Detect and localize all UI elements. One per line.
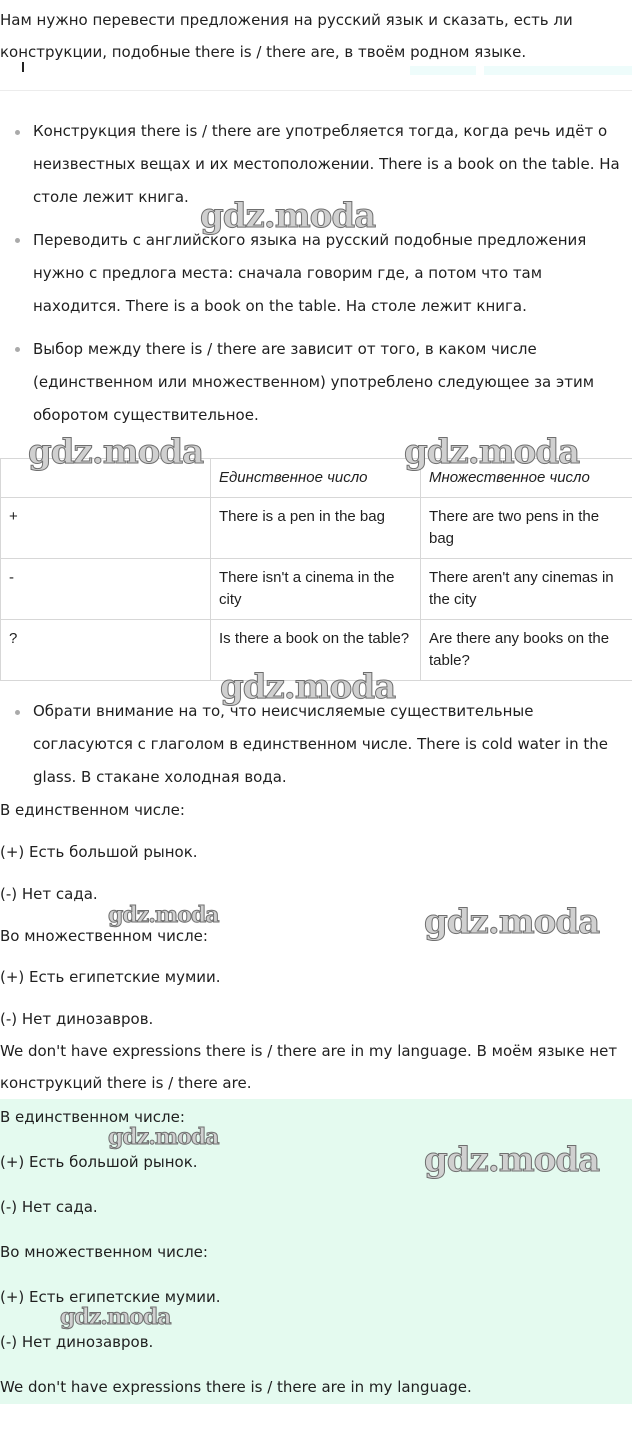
table-cell: There aren't any cinemas in the city [421,559,632,620]
answer-singular-positive: (+) Есть большой рынок. [0,843,198,861]
bullet-icon [15,130,20,135]
answer-singular-heading: В единственном числе: [0,801,185,819]
watermark: gdz.moda [424,902,600,942]
watermark: gdz.moda [108,902,219,928]
final-singular-negative: (-) Нет сада. [0,1198,98,1216]
divider [0,90,632,91]
highlight-strip [410,66,476,75]
rule-bullet: Переводить с английского языка на русский подобные предложения нужно с предлога места: сначала говорим где, а потом что там находится. There is a book on the table. На столе лежит книга. [33,231,587,315]
final-plural-positive: (+) Есть египетские мумии. [0,1288,221,1306]
table-cell: Is there a book on the table? [211,620,421,681]
rule-bullet: Конструкция there is / there are употребляется тогда, когда речь идёт о неизвестных вещах и их местоположении. There is a book on the table. На столе лежит книга. [33,122,620,206]
text-cursor [22,62,24,72]
table-header-cell: Множественное число [421,459,632,498]
answer-conclusion: We don't have expressions there is / there are in my language. В моём языке нет конструкций there is / there are. [0,1042,618,1092]
watermark: gdz.moda [200,196,376,236]
table-cell: Are there any books on the table? [421,620,632,681]
answer-plural-heading: Во множественном числе: [0,927,208,945]
watermark: gdz.moda [424,1140,600,1180]
table-cell: There is a pen in the bag [211,498,421,559]
task-intro: Нам нужно перевести предложения на русский язык и сказать, есть ли конструкции, подобные there is / there are, в твоём родном языке. [0,11,573,61]
bullet-icon [15,347,20,352]
table-cell: ? [1,620,211,681]
table-cell: + [1,498,211,559]
final-plural-negative: (-) Нет динозавров. [0,1333,154,1351]
final-plural-heading: Во множественном числе: [0,1243,208,1261]
final-conclusion: We don't have expressions there is / there are in my language. [0,1378,472,1396]
final-singular-heading: В единственном числе: [0,1108,185,1126]
table-cell: - [1,559,211,620]
bullet-icon [15,710,20,715]
bullet-icon [15,238,20,243]
table-cell: There are two pens in the bag [421,498,632,559]
watermark: gdz.moda [60,1304,171,1330]
answer-plural-positive: (+) Есть египетские мумии. [0,968,221,986]
table-cell: There isn't a cinema in the city [211,559,421,620]
table-row [1,559,632,620]
watermark: gdz.moda [404,432,580,472]
rule-bullet: Выбор между there is / there are зависит от того, в каком числе (единственном или множественном) употреблено следующее за этим оборотом существительное. [33,340,595,424]
grammar-table [0,458,632,681]
table-header-cell: Единственное число [211,459,421,498]
answer-singular-negative: (-) Нет сада. [0,885,98,903]
watermark: gdz.moda [28,432,204,472]
table-row [1,498,632,559]
highlight-strip [484,66,632,75]
answer-plural-negative: (-) Нет динозавров. [0,1010,154,1028]
watermark: gdz.moda [108,1124,219,1150]
watermark: gdz.moda [220,667,396,707]
rule-bullet: Обрати внимание на то, что неисчисляемые существительные согласуются с глаголом в единственном числе. There is cold water in the glass. В стакане холодная вода. [33,702,609,786]
final-singular-positive: (+) Есть большой рынок. [0,1153,198,1171]
